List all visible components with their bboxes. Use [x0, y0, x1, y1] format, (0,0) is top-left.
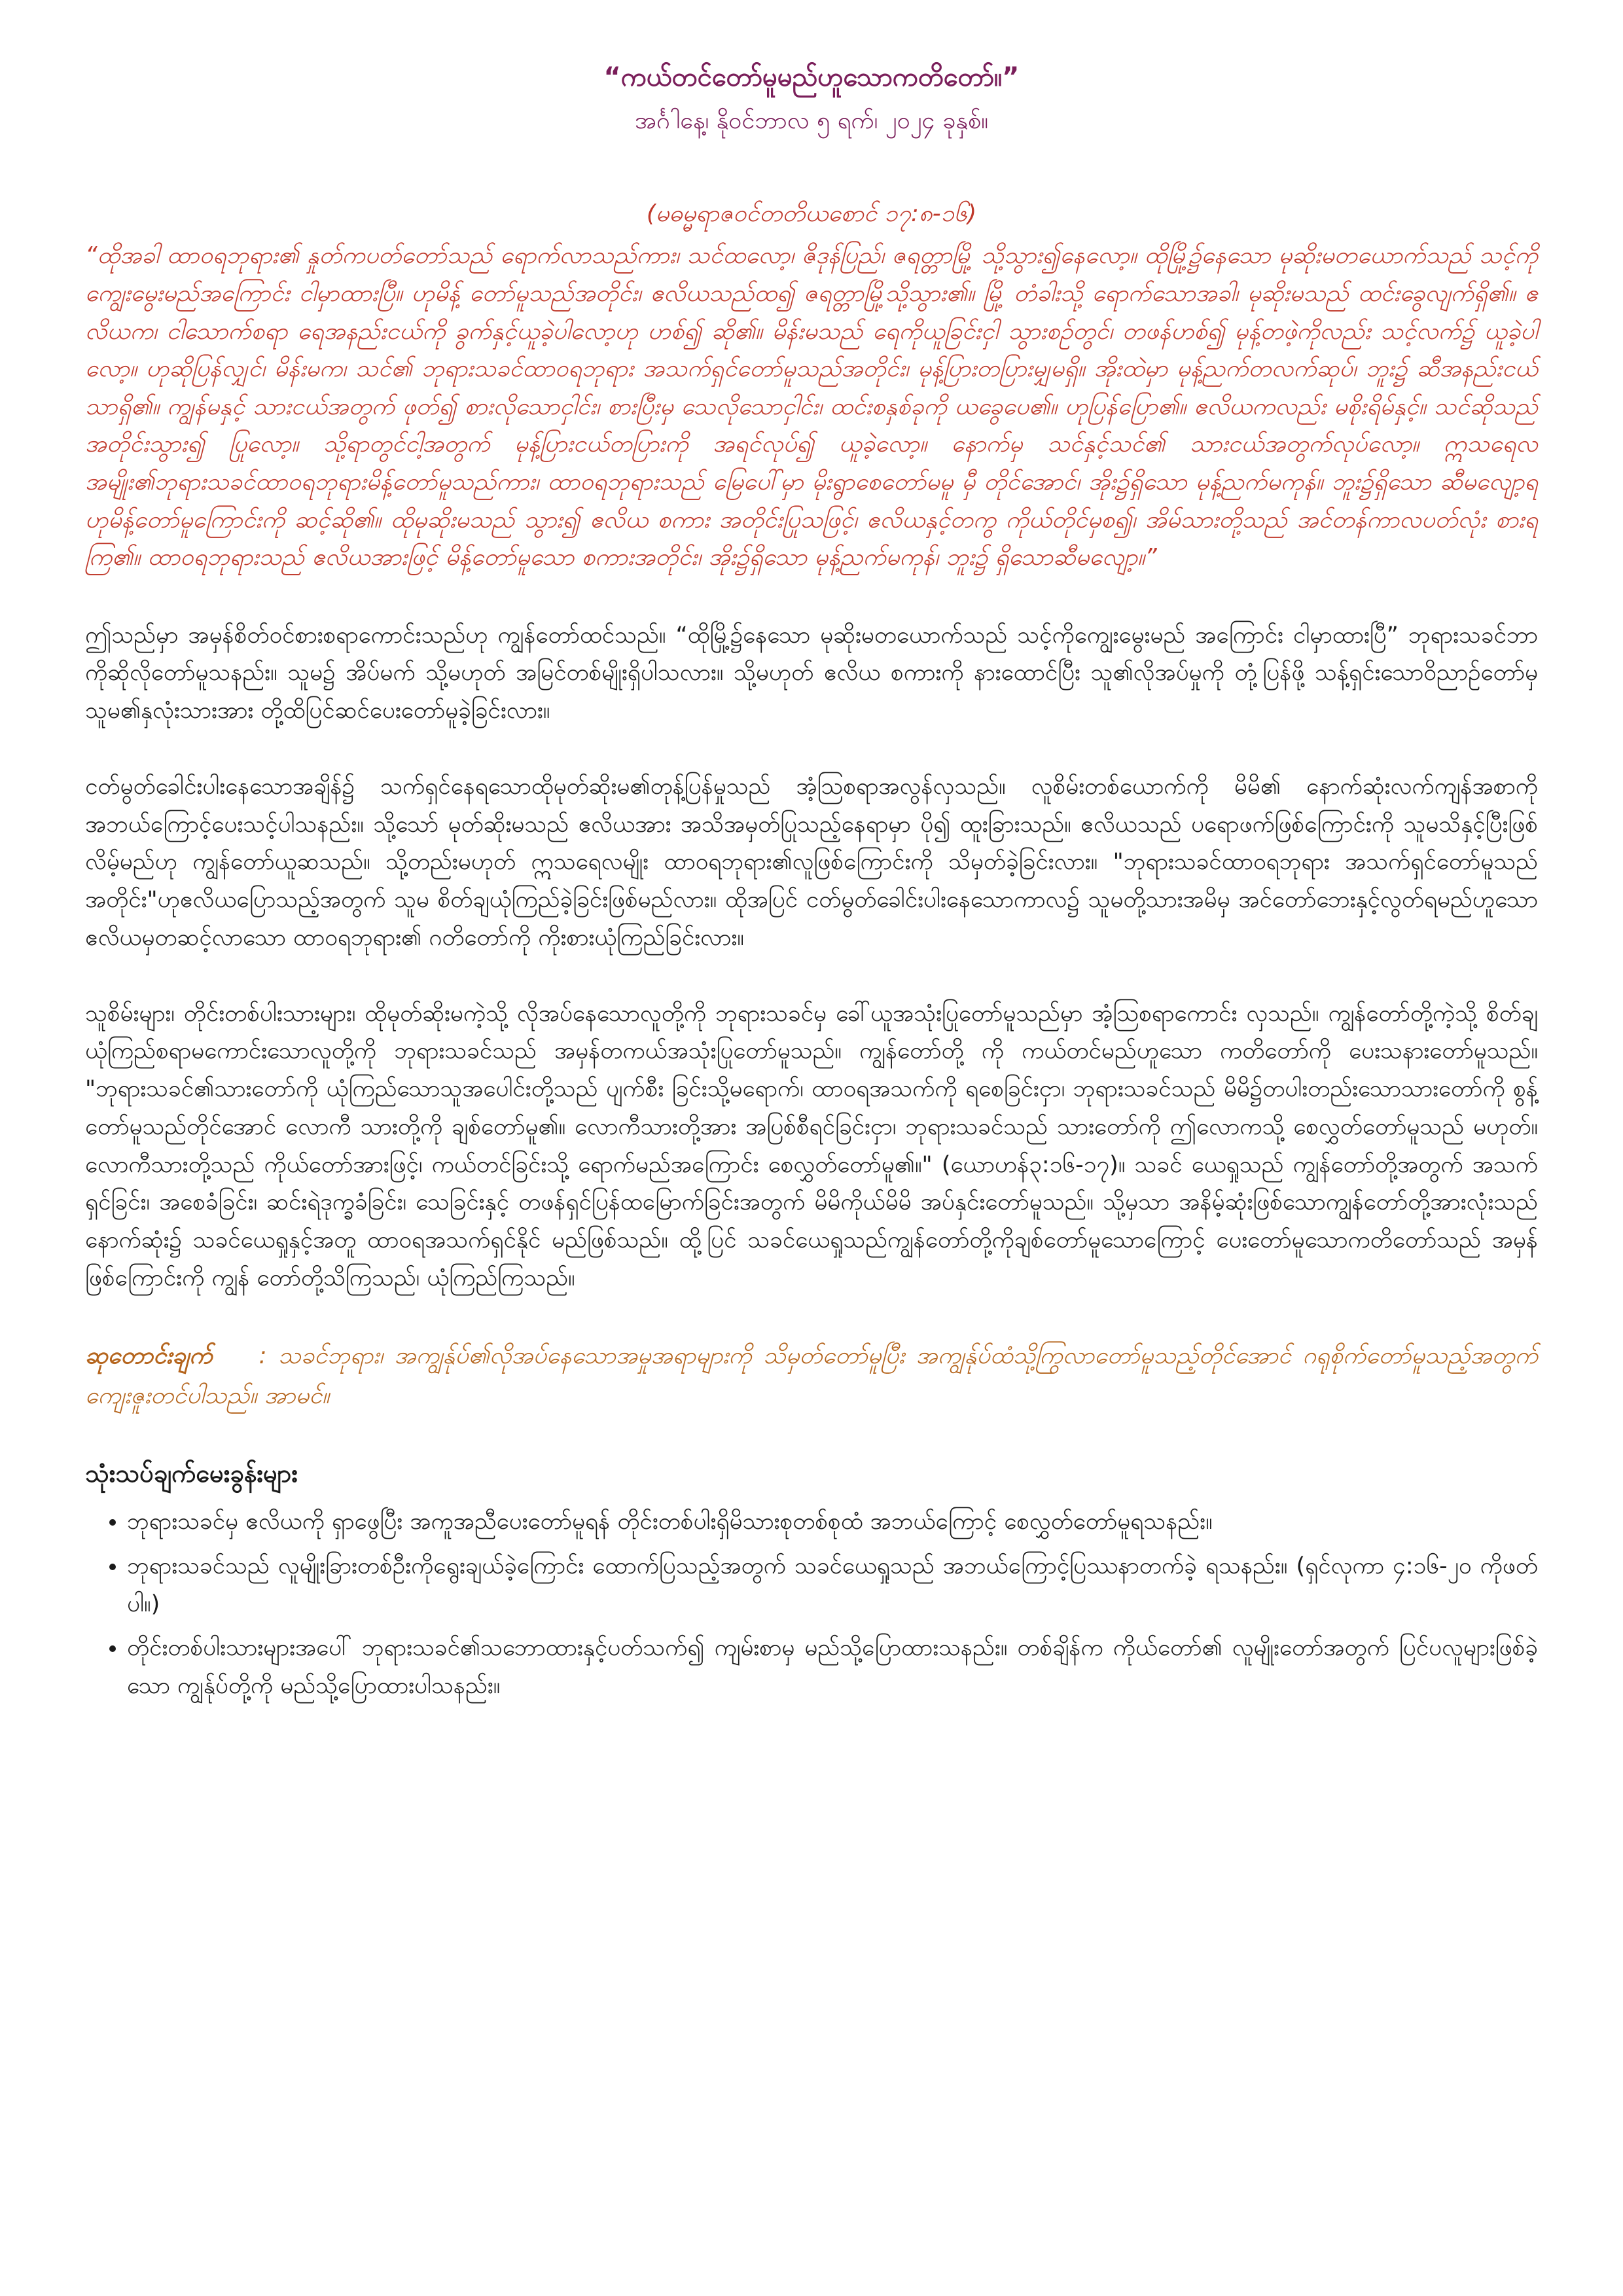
scripture-passage: “ထိုအခါ ထာဝရဘုရား၏ နှုတ်ကပတ်တော်သည် ရောက်လာသည်ကား၊ သင်ထလော့၊ ဇိဒုန်ပြည်၊ ဇရတ္တာမြို့ သို့သွား၍နေလော့။ ထိုမြို့၌နေသော မုဆိုးမတယောက်သည် သင့်ကိုကျွေးမွေးမည်အကြောင်း ငါမှာထားပြီ။ ဟုမိန့် တော်မူသည်အတိုင်း၊ ဧလိယသည်ထ၍ ဇရတ္တာမြို့သို့သွား၏။ မြို့ တံခါးသို့ ရောက်သောအခါ၊ မုဆိုးမသည် ထင်းခွေလျက်ရှိ၏။ ဧလိယက၊ ငါသောက်စရာ ရေအနည်းငယ်ကို ခွက်နှင့်ယူခဲ့ပါလော့ဟု ဟစ်၍ ဆို၏။ မိန်းမသည် ရေကိုယူခြင်းငှါ သွားစဉ်တွင်၊ တဖန်ဟစ်၍ မုန့်တဖဲ့ကိုလည်း သင့်လက်၌ ယူခဲ့ပါလော့။ ဟုဆိုပြန်လျှင်၊ မိန်းမက၊ သင်၏ ဘုရားသခင်ထာဝရဘုရား အသက်ရှင်တော်မူသည်အတိုင်း၊ မုန့်ပြားတပြားမျှမရှိ။ အိုးထဲမှာ မုန့်ညက်တလက်ဆုပ်၊ ဘူး၌ ဆီအနည်းငယ်သာရှိ၏။ ကျွန်မနှင့် သားငယ်အတွက် ဖုတ်၍ စားလိုသောငှါင်း၊ စားပြီးမှ သေလိုသောငှါင်း၊ ထင်းစနှစ်ခုကို ယခွေပေ၏။ ဟုပြန်ပြော၏။ ဧလိယကလည်း မစိုးရိမ်နှင့်။ သင်ဆိုသည် အတိုင်းသွား၍ ပြုလော့။ သို့ရာတွင်ငါ့အတွက် မုန့်ပြားငယ်တပြားကို အရင်လုပ်၍ ယူခဲ့လော့။ နောက်မှ သင်နှင့်သင်၏ သားငယ်အတွက်လုပ်လော့။ ဣသရေလအမျိုး၏ဘုရားသခင်ထာဝရဘုရားမိန့်တော်မူသည်ကား၊ ထာဝရဘုရားသည် မြေပေါ်မှာ မိုးရွာစေတော်မမူ မှီ တိုင်အောင်၊ အိုး၌ရှိသော မုန့်ညက်မကုန်။ ဘူး၌ရှိသော ဆီမလျော့ရ ဟုမိန့်တော်မူကြောင်းကို ဆင့်ဆို၏။ ထိုမုဆိုးမသည် သွား၍ ဧလိယ စကား အတိုင်းပြုသဖြင့်၊ ဧလိယနှင့်တကွ ကိုယ်တိုင်မှစ၍၊ အိမ်သားတို့သည် အင်တန်ကာလပတ်လုံး စားရကြ၏။ ထာဝရဘုရားသည် ဧလိယအားဖြင့် မိန့်တော်မူသော စကားအတိုင်း၊ အိုး၌ရှိသော မုန့်ညက်မကုန်၊ ဘူး၌ ရှိသောဆီမလျော့။” [85, 242, 1538, 571]
body-paragraph-3: သူစိမ်းများ၊ တိုင်းတစ်ပါးသားများ၊ ထိုမုတ်ဆိုးမကဲ့သို့ လိုအပ်နေသောလူတို့ကို ဘုရားသခင်မှ ခေါ်ယူအသုံးပြုတော်မူသည်မှာ အံ့သြစရာကောင်း လှသည်။ ကျွန်တော်တို့ကဲ့သို့ စိတ်ချယုံကြည်စရာမကောင်းသောလူတို့ကို ဘုရားသခင်သည် အမှန်တကယ်အသုံးပြုတော်မူသည်။ ကျွန်တော်တို့ ကို ကယ်တင်မည်ဟူသော ကတိတော်ကို ပေးသနားတော်မူသည်။ "ဘုရားသခင်၏သားတော်ကို ယုံကြည်သောသူအပေါင်းတို့သည် ပျက်စီး ခြင်းသို့မရောက်၊ ထာဝရအသက်ကို ရစေခြင်းငှာ၊ ဘုရားသခင်သည် မိမိ၌တပါးတည်းသောသားတော်ကို စွန့်တော်မူသည်တိုင်အောင် လောကီ သားတို့ကို ချစ်တော်မူ၏။ လောကီသားတို့အား အပြစ်စီရင်ခြင်းငှာ၊ ဘုရားသခင်သည် သားတော်ကို ဤလောကသို့ စေလွှတ်တော်မူသည် မဟုတ်။ လောကီသားတို့သည် ကိုယ်တော်အားဖြင့်၊ ကယ်တင်ခြင်းသို့ ရောက်မည်အကြောင်း စေလွှတ်တော်မူ၏။" (ယောဟန်၃:၁၆-၁၇)။ သခင် ယေရှုသည် ကျွန်တော်တို့အတွက် အသက်ရှင်ခြင်း၊ အစေခံခြင်း၊ ဆင်းရဲဒုက္ခခံခြင်း၊ သေခြင်းနှင့် တဖန်ရှင်ပြန်ထမြောက်ခြင်းအတွက် မိမိကိုယ်မိမိ အပ်နှင်းတော်မူသည်။ သို့မှသာ အနိမ့်ဆုံးဖြစ်သောကျွန်တော်တို့အားလုံးသည် နောက်ဆုံး၌ သခင်ယေရှုနှင့်အတူ ထာဝရအသက်ရှင်နိုင် မည်ဖြစ်သည်။ ထို့ပြင် သခင်ယေရှုသည်ကျွန်တော်တို့ကိုချစ်တော်မူသောကြောင့် ပေးတော်မူသောကတိတော်သည် အမှန်ဖြစ်ကြောင်းကို ကျွန် တော်တို့သိကြသည်၊ ယုံကြည်ကြသည်။ [85, 1000, 1538, 1291]
body-paragraph-1: ဤသည်မှာ အမှန်စိတ်ဝင်စားစရာကောင်းသည်ဟု ကျွန်တော်ထင်သည်။ “ထိုမြို့၌နေသော မုဆိုးမတယောက်သည် သင့်ကိုကျွေးမွေးမည် အကြောင်း ငါမှာထားပြီ” ဘုရားသခင်ဘာကိုဆိုလိုတော်မူသနည်း။ သူမ၌ အိပ်မက် သို့မဟုတ် အမြင်တစ်မျိုးရှိပါသလား။ သို့မဟုတ် ဧလိယ စကားကို နားထောင်ပြီး သူ၏လိုအပ်မှုကို တုံ့ပြန်ဖို့ သန့်ရှင်းသောဝိညာဉ်တော်မှ သူမ၏နှလုံးသားအား တို့ထိပြင်ဆင်ပေးတော်မူခဲ့ခြင်းလား။ [85, 622, 1538, 725]
prayer-label: ဆုတောင်းချက် [85, 1342, 213, 1369]
questions-list [85, 1503, 1538, 1706]
scripture-reference: (မဓမ္မရာဇဝင်တတိယစောင် ၁၇:၈-၁၆) [646, 200, 977, 228]
page-date: အင်္ဂါနေ့၊ နိုဝင်ဘာလ ၅ ရက်၊ ၂၀၂၄ ခုနှစ်။ [634, 107, 989, 134]
page-title: “ကယ်တင်တော်မူမည်ဟူသောကတိတော်။” [603, 62, 1020, 92]
question-item: • တိုင်းတစ်ပါးသားများအပေါ် ဘုရားသခင်၏သဘောထားနှင့်ပတ်သက်၍ ကျမ်းစာမှ မည်သို့ပြောထားသနည်း။ တစ်ချိန်က ကိုယ်တော်၏ လူမျိုးတော်အတွက် ပြင်ပလူများဖြစ်ခဲ့သော ကျွန်ုပ်တို့ကို မည်သို့ပြောထားပါသနည်း။ [127, 1630, 1538, 1706]
question-item: • ဘုရားသခင်သည် လူမျိုးခြားတစ်ဦးကိုရွေးချယ်ခဲ့ကြောင်း ထောက်ပြသည့်အတွက် သခင်ယေရှုသည် အဘယ်ကြောင့်ပြဿနာတက်ခဲ့ ရသနည်း။ (ရှင်လုကာ ၄:၁၆-၂၀ ကိုဖတ်ပါ။) [127, 1548, 1538, 1624]
prayer-block [85, 1336, 1538, 1416]
body-paragraph-2: ငတ်မွတ်ခေါင်းပါးနေသောအချိန်၌ သက်ရှင်နေရသောထိုမုတ်ဆိုးမ၏တုန့်ပြန်မှုသည် အံ့သြစရာအလွန်လှသည်။ လူစိမ်းတစ်ယောက်ကို မိမိ၏ နောက်ဆုံးလက်ကျန်အစာကို အဘယ်ကြောင့်ပေးသင့်ပါသနည်း။ သို့သော် မုတ်ဆိုးမသည် ဧလိယအား အသိအမှတ်ပြုသည့်နေရာမှာ ပို၍ ထူးခြားသည်။ ဧလိယသည် ပရောဖက်ဖြစ်ကြောင်းကို သူမသိနှင့်ပြီးဖြစ်လိမ့်မည်ဟု ကျွန်တော်ယူဆသည်။ သို့တည်းမဟုတ် ဣသရေလမျိုး ထာဝရဘုရား၏လူဖြစ်ကြောင်းကို သိမှတ်ခဲ့ခြင်းလား။ "ဘုရားသခင်ထာဝရဘုရား အသက်ရှင်တော်မူသည်အတိုင်း"ဟုဧလိယပြောသည့်အတွက် သူမ စိတ်ချယုံကြည်ခဲ့ခြင်းဖြစ်မည်လား။ ထိုအပြင် ငတ်မွတ်ခေါင်းပါးနေသောကာလ၌ သူမတို့သားအမိမှ အင်တော်ဘေးနှင့်လွတ်ရမည်ဟူသော ဧလိယမှတဆင့်လာသော ထာဝရဘုရား၏ ဂတိတော်ကို ကိုးစားယုံကြည်ခြင်းလား။ [85, 773, 1538, 951]
question-item: • ဘုရားသခင်မှ ဧလိယကို ရှာဖွေပြီး အကူအညီပေးတော်မူရန် တိုင်းတစ်ပါးရှိမိသားစုတစ်စုထံ အဘယ်ကြောင့် စေလွှတ်တော်မူရသနည်း။ [127, 1503, 1538, 1541]
prayer-text: : သခင်ဘုရား၊ အကျွန်ုပ်၏လိုအပ်နေသောအမှုအရာများကို သိမှတ်တော်မူပြီး အကျွန်ုပ်ထံသို့ကြွလာတော်မူသည့်တိုင်အောင် ဂရုစိုက်တော်မူသည့်အတွက် ကျေးဇူးတင်ပါသည်။ အာမင်။ [85, 1342, 1538, 1409]
questions-heading: သုံးသပ်ချက်မေးခွန်းများ [85, 1459, 298, 1488]
